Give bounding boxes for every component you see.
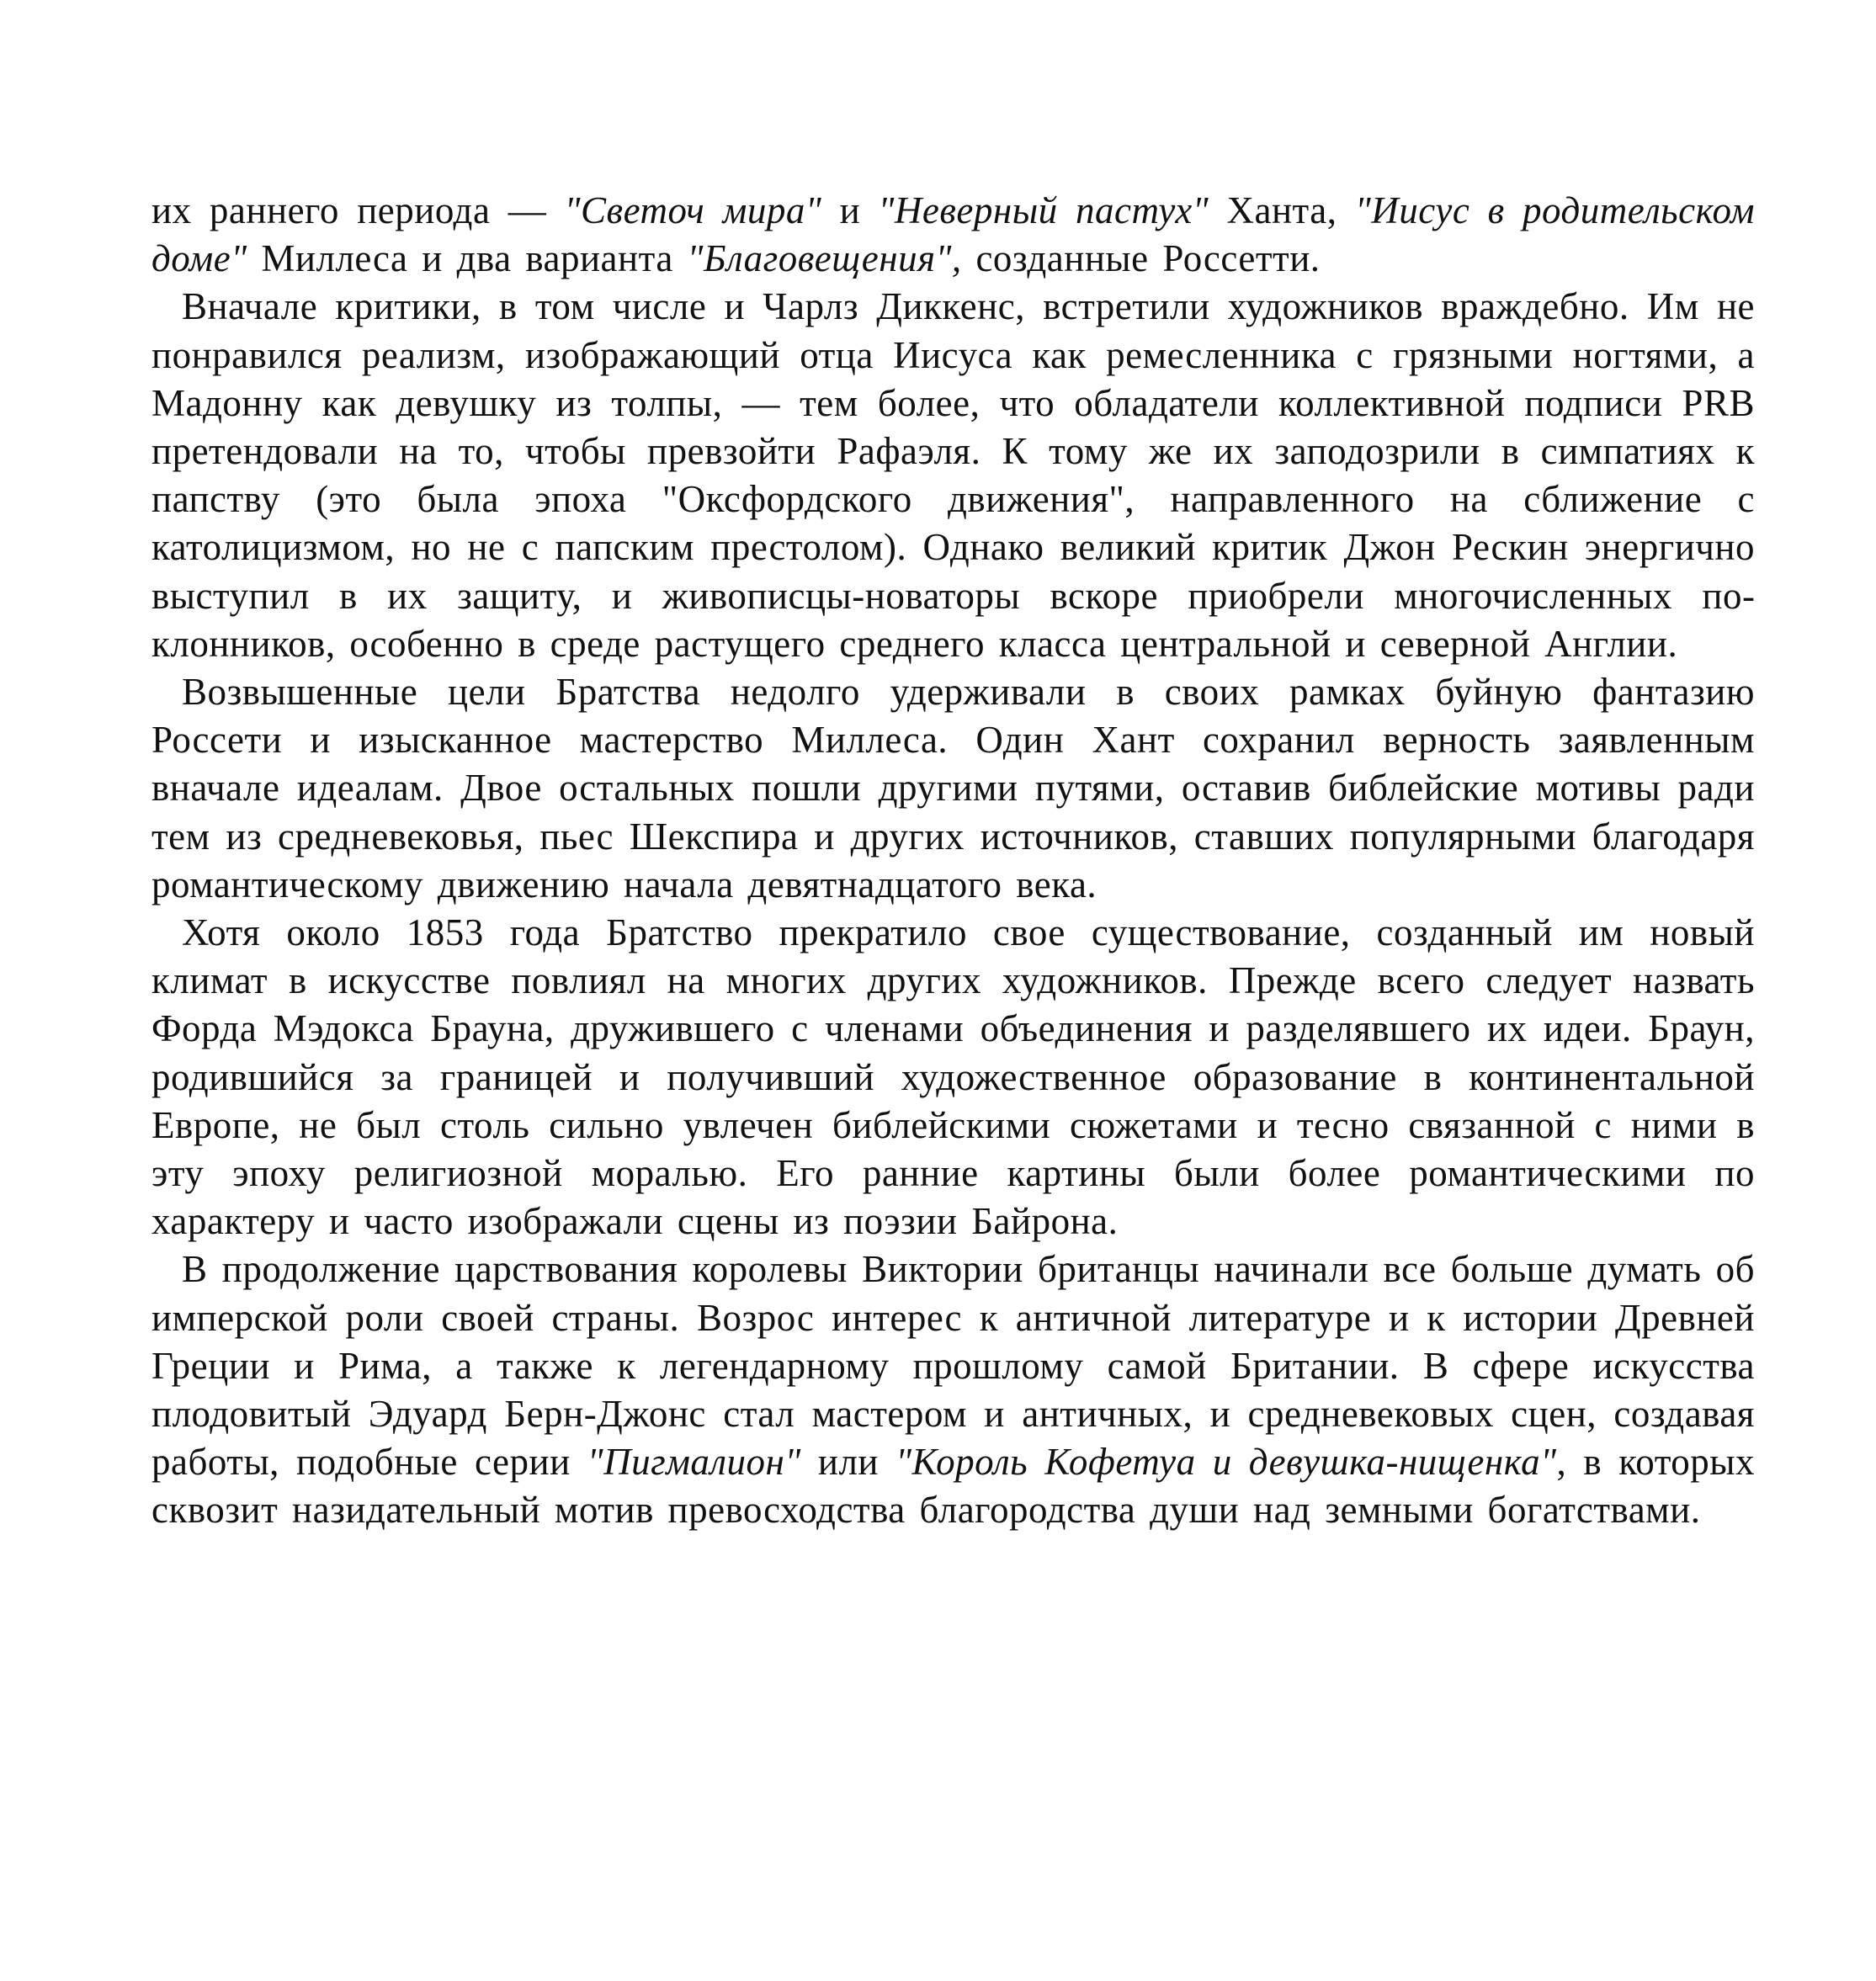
artwork-title-king-cophetua: "Король Кофетуа и девушка-нищенка" <box>895 1441 1557 1484</box>
text-run: Возвышенные цели Братства недолго удерживали в своих рамках буйную фантазию Россети и изысканное мастерство Миллеса. Один Хант сохранил верность заявленным вначале идеалам. Двое остальных пошли другими путями, оставив библейские мотивы ради тем из средневековья, пьес Шекспира и других источников, ставших популярными благодаря романтическому движению начала девятнадцатого века. <box>151 671 1755 906</box>
artwork-title-hireling-shepherd: "Неверный пастух" <box>878 189 1209 231</box>
text-run: В продолжение царствования королевы Виктории британцы начинали все больше думать об имперской роли своей страны. Возрос интерес к античной литературе и к истории Древней Греции и Рима, а также к легендарному прошлому самой Британии. В сфере искусства плодовитый Эдуард Берн-Джонс стал мастером и античных, и средневековых сцен, создавая работы, подобные серии <box>151 1248 1755 1484</box>
paragraph-2 <box>151 283 1755 668</box>
paragraph-1 <box>151 187 1755 283</box>
text-run: , в которых сквозит назидательный мотив превосходства благородства души над земными богатствами. <box>151 1441 1756 1532</box>
artwork-title-annunciation: "Благовещения", <box>687 237 962 280</box>
artwork-title-light-of-world: "Светоч мира" <box>564 189 822 231</box>
text-run: их раннего периода — <box>151 189 565 231</box>
text-run: и <box>821 189 879 231</box>
text-run: созданные Россетти. <box>961 237 1321 280</box>
paragraph-5 <box>151 1245 1755 1534</box>
text-run: Миллеса и два варианта <box>247 237 688 280</box>
text-run: Ханта, <box>1209 189 1355 231</box>
paragraph-4 <box>151 909 1755 1245</box>
text-run: Хотя около 1853 года Братство прекратило свое существование, созданный им новый климат в искусстве повлиял на многих других художников. Прежде всего следует назвать Форда Мэдокса Брауна, дружившего с членами объединения и разделявшего их идеи. Браун, родившийся за границей и получивший художественное образование в континентальной Европе, не был столь сильно увлечен библейскими сюжетами и тесно связанной с ними в эту эпоху религиозной моралью. Его ранние картины были более романтическими по характеру и часто изображали сцены из поэзии Байрона. <box>151 911 1755 1243</box>
artwork-title-christ-in-house: "Иисус в родительском доме" <box>151 189 1755 280</box>
text-run: Вначале критики, в том числе и Чарлз Диккенс, встретили художников враждебно. Им не понравился реализм, изображающий отца Иисуса как ремесленника с грязными ногтями, а Мадонну как девушку из толпы, — тем более, что обладатели коллективной подписи PRB претендовали на то, чтобы превзойти Рафаэля. К тому же их заподозрили в симпатиях к папству (это была эпоха "Оксфордского движения", направленного на сближение с католицизмом, но не с папским престолом). Однако великий критик Джон Рескин энергично выступил в их защиту, и живописцы-новаторы вскоре приобрели многочисленных поклонников, особенно в среде растущего среднего класса центральной и северной Англии. <box>151 285 1755 665</box>
artwork-title-pygmalion: "Пигмалион" <box>587 1441 801 1484</box>
document-page <box>151 187 1755 1535</box>
paragraph-3 <box>151 668 1755 909</box>
text-run: или <box>800 1441 896 1484</box>
